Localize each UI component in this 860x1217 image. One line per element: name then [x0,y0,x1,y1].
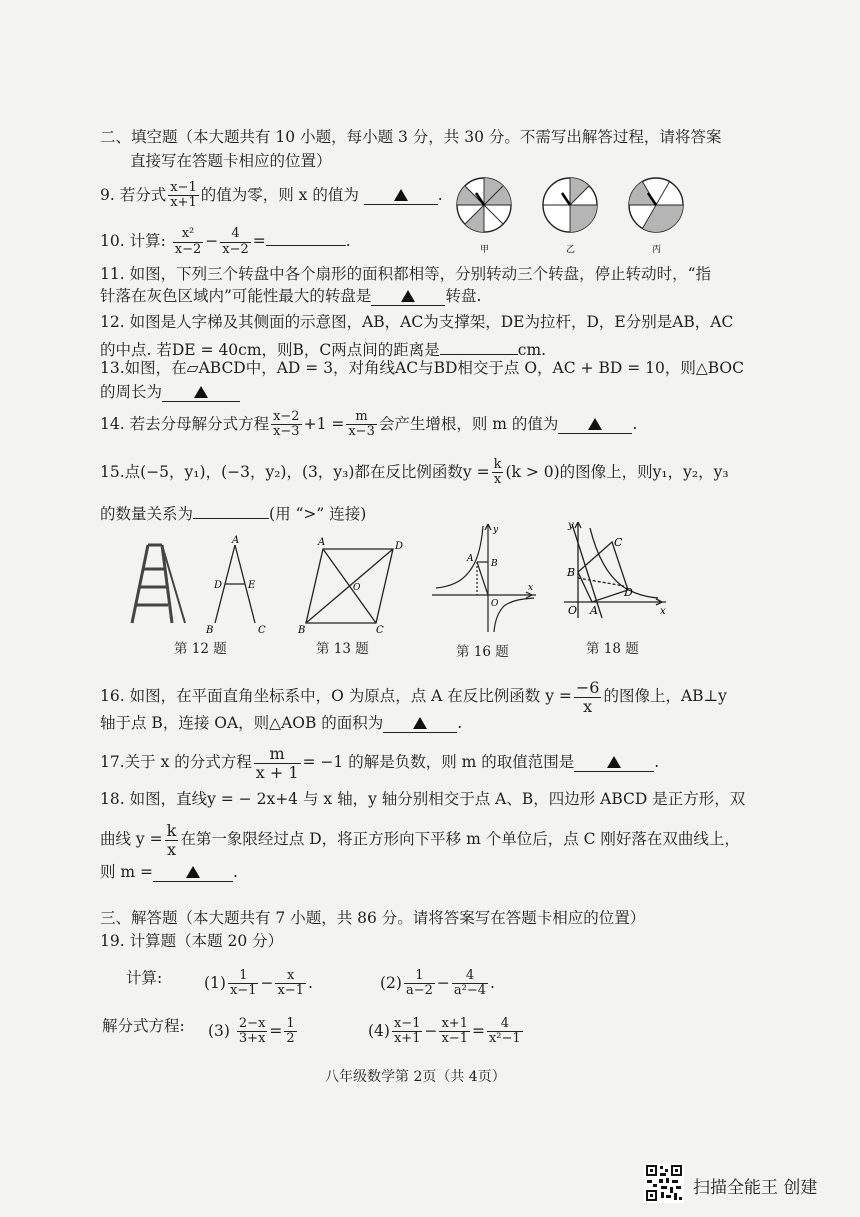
q19-part-4: (4) $\frac{x-1}{x+1}$ − $\frac{x+1}{x-1}$ = $\frac{4}{\text{x²−1}}$ [368,1016,521,1047]
caption-fig-18: 第 18 题 [586,641,639,657]
question-18-line-1: 18. 如图，直线y = − 2x+4 与 x 轴，y 轴分别相交于点 A、B，四边形 ABCD 是正方形，双 [100,790,746,808]
fig18-label-d: D [624,586,633,599]
fig12-label-e: E [248,580,256,591]
triangle-icon [194,386,208,398]
spinner-label-a: 甲 [480,245,490,255]
spinners-figure [452,175,692,255]
question-18-line-3: 则 m = . [100,863,238,881]
answer-blank [266,227,346,246]
caption-fig-16: 第 16 题 [456,644,509,660]
triangle-icon [186,866,200,878]
question-19-title: 19. 计算题（本题 20 分） [100,932,284,950]
spinner-label-c: 丙 [652,245,662,255]
fig18-label-o: O [568,604,578,617]
question-15-line-1: 15.点(−5，y₁)，(−3，y₂)，(3，y₃)都在反比例函数y = $\frac{k}{x}$ (k > 0)的图像上，则y₁，y₂，y₃ [100,457,729,488]
section-3-title: 三、解答题（本大题共有 7 小题，共 86 分。请将答案写在答题卡相应的位置） [100,909,646,927]
answer-blank [193,500,269,519]
fig12-label-c: C [258,625,266,635]
section-2-title: 二、填空题（本大题共有 10 小题，每小题 3 分，共 30 分。不需写出解答过程，请将答案 [100,128,722,146]
triangle-icon [413,717,427,729]
fig18-label-b: B [567,566,576,579]
question-9: 9. 若分式 $\frac{x-1}{x+1}$ 的值为零，则 x 的值为 . [100,180,443,211]
fig18-label-y: y [568,520,574,531]
question-18-line-2: 曲线 y = $\frac{k}{x}$ 在第一象限经过点 D，将正方形向下平移 m 个单位后，点 C 刚好落在双曲线上， [100,821,740,859]
caption-fig-12: 第 12 题 [174,641,227,657]
spinner-label-b: 乙 [566,245,576,255]
q19-part-3: (3) $\frac{2-x}{3+x}$ = $\frac{1}{2}$ [208,1016,295,1047]
question-11-line-1: 11. 如图，下列三个转盘中各个扇形的面积都相等，分别转动三个转盘，停止转动时，“指 [100,265,712,283]
fig16-label-y: y [493,525,499,535]
fig16-label-o: O [491,599,499,609]
answer-blank [364,186,438,205]
triangle-icon [588,418,602,430]
question-11-line-2: 针落在灰色区域内”可能性最大的转盘是 转盘. [100,287,482,305]
figure-13 [298,535,408,635]
fig16-label-a: A [467,554,474,564]
question-12-line-1: 12. 如图是人字梯及其侧面的示意图，AB，AC为支撑架，DE为拉杆，D，E分别是AB，AC [100,313,734,331]
fig13-label-a: A [318,537,326,548]
fig16-label-b: B [491,559,498,569]
figure-18 [562,518,672,624]
answer-blank [383,714,457,733]
fig12-label-d: D [214,580,223,591]
answer-blank [153,863,233,882]
fig13-label-o: O [353,583,361,593]
section-2-title-cont: 直接写在答题卡相应的位置） [130,152,332,170]
fig12-label-a: A [232,535,240,546]
question-15-line-2: 的数量关系为 (用 “>” 连接) [100,500,366,524]
question-17: 17.关于 x 的分式方程 $\frac{m}{x + 1}$ = −1 的解是负数，则 m 的取值范围是 . [100,744,660,782]
spinner-b [543,178,597,232]
figure-16 [428,520,540,638]
qr-code-icon [644,1163,684,1203]
figure-12 [110,535,280,635]
fig18-label-c: C [614,536,623,549]
page-footer: 八年级数学第 2页（共 4页） [325,1069,506,1085]
fig18-label-a: A [590,604,598,617]
fig12-label-b: B [206,625,214,635]
spinner-a [457,178,511,232]
spinner-c [629,178,683,232]
question-14: 14. 若去分母解分式方程 $\frac{x-2}{x-3}$ +1 = $\frac{m}{x-3}$ 会产生增根，则 m 的值为 . [100,409,638,440]
answer-blank [371,287,445,306]
fig13-label-d: D [395,541,404,552]
question-16-line-2: 轴于点 B，连接 OA，则△AOB 的面积为 . [100,714,463,732]
triangle-icon [607,756,621,768]
caption-fig-13: 第 13 题 [316,641,369,657]
answer-blank [558,415,632,434]
answer-blank [574,753,654,772]
question-16-line-1: 16. 如图，在平面直角坐标系中，O 为原点，点 A 在反比例函数 y = $\frac{-6}{x}$ 的图像上，AB⊥y [100,678,727,716]
fig13-label-c: C [376,625,384,635]
fig16-label-x: x [528,583,534,593]
ladder-photo [132,545,185,623]
q19-calc-row: 计算: [126,969,163,987]
question-12-line-2: 的中点. 若DE = 40cm，则B，C两点间的距离是 cm. [100,336,546,360]
question-13-line-1: 13.如图，在▱ABCD中，AD = 3，对角线AC与BD相交于点 O，AC + BD = 10，则△BOC [100,359,745,377]
scanner-brand: 扫描全能王 创建 [693,1178,818,1198]
q19-solve-row: 解分式方程: [102,1017,185,1035]
q19-part-1: (1) $\frac{1}{x-1}$ − $\frac{x}{x-1}$ . [204,968,313,999]
fig13-label-b: B [298,625,306,635]
triangle-icon [401,290,415,302]
triangle-icon [394,189,408,201]
fig18-label-x: x [660,606,666,617]
answer-blank [440,336,518,355]
question-13-line-2: 的周长为 [100,383,240,402]
question-10: 10. 计算: $\frac{\text{x²}}{x-2}$ − $\frac{4}{x-2}$ = . [100,226,351,257]
q19-part-2: (2) $\frac{1}{a-2}$ − $\frac{4}{\text{a²−4}}$ . [380,968,495,999]
answer-blank [162,383,240,402]
